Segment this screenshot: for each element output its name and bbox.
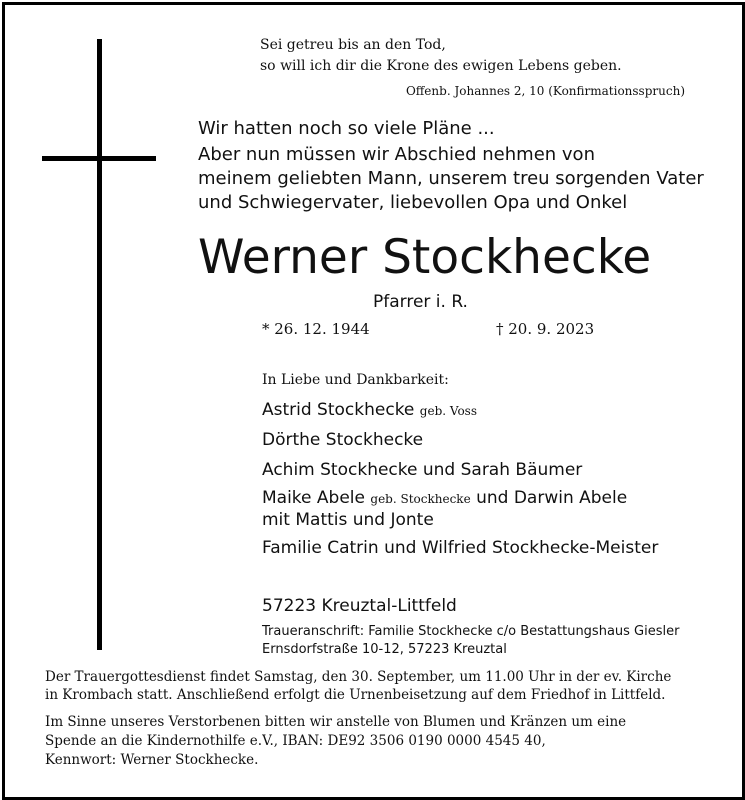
intro-line-4: und Schwiegervater, liebevollen Opa und Onkel — [198, 192, 628, 213]
verse-reference: Offenb. Johannes 2, 10 (Konfirmationsspruch) — [405, 84, 685, 98]
address-line-1: Traueranschrift: Familie Stockhecke c/o Bestattungshaus Giesler — [262, 624, 680, 639]
donation-line-1: Im Sinne unseres Verstorbenen bitten wir anstelle von Blumen und Kränzen um eine — [45, 714, 627, 730]
verse-line-2: so will ich dir die Krone des ewigen Lebens geben. — [260, 58, 622, 74]
mourner-4-note: geb. Stockhecke — [370, 492, 471, 506]
mourner-4 — [262, 488, 627, 508]
death-date: † 20. 9. 2023 — [496, 320, 595, 338]
mourner-1 — [262, 400, 477, 420]
mourner-1-note: geb. Voss — [419, 404, 477, 418]
mourner-5: Familie Catrin und Wilfried Stockhecke-Meister — [262, 538, 659, 558]
intro-line-3: meinem geliebten Mann, unserem treu sorgenden Vater — [198, 168, 704, 189]
city-line: 57223 Kreuztal-Littfeld — [262, 596, 457, 616]
intro-line-1: Wir hatten noch so viele Pläne ... — [198, 118, 495, 139]
mourner-1-name: Astrid Stockhecke — [262, 400, 415, 420]
intro-line-2: Aber nun müssen wir Abschied nehmen von — [198, 144, 595, 165]
mourner-2: Dörthe Stockhecke — [262, 430, 424, 450]
verse-line-1: Sei getreu bis an den Tod, — [260, 37, 446, 53]
mourner-4-rest: und Darwin Abele — [476, 488, 628, 508]
service-line-2: in Krombach statt. Anschließend erfolgt die Urnenbeisetzung auf dem Friedhof in Littfeld. — [45, 687, 666, 703]
mourner-3: Achim Stockhecke und Sarah Bäumer — [262, 460, 583, 480]
birth-date: * 26. 12. 1944 — [262, 320, 370, 338]
mourners-heading: In Liebe und Dankbarkeit: — [262, 372, 449, 388]
address-line-2: Ernsdorfstraße 10-12, 57223 Kreuztal — [262, 642, 507, 657]
service-line-1: Der Trauergottesdienst findet Samstag, den 30. September, um 11.00 Uhr in der ev. Kirche — [45, 669, 672, 685]
mourner-4-line-2: mit Mattis und Jonte — [262, 510, 434, 530]
cross-icon-vertical-bar — [97, 39, 102, 650]
deceased-name: Werner Stockhecke — [198, 230, 652, 285]
donation-line-2: Spende an die Kindernothilfe e.V., IBAN: DE92 3506 0190 0000 4545 40, — [45, 733, 546, 749]
deceased-title: Pfarrer i. R. — [373, 292, 468, 312]
donation-line-3: Kennwort: Werner Stockhecke. — [45, 752, 259, 768]
mourner-4-name: Maike Abele — [262, 488, 365, 508]
cross-icon-horizontal-bar — [42, 156, 156, 161]
